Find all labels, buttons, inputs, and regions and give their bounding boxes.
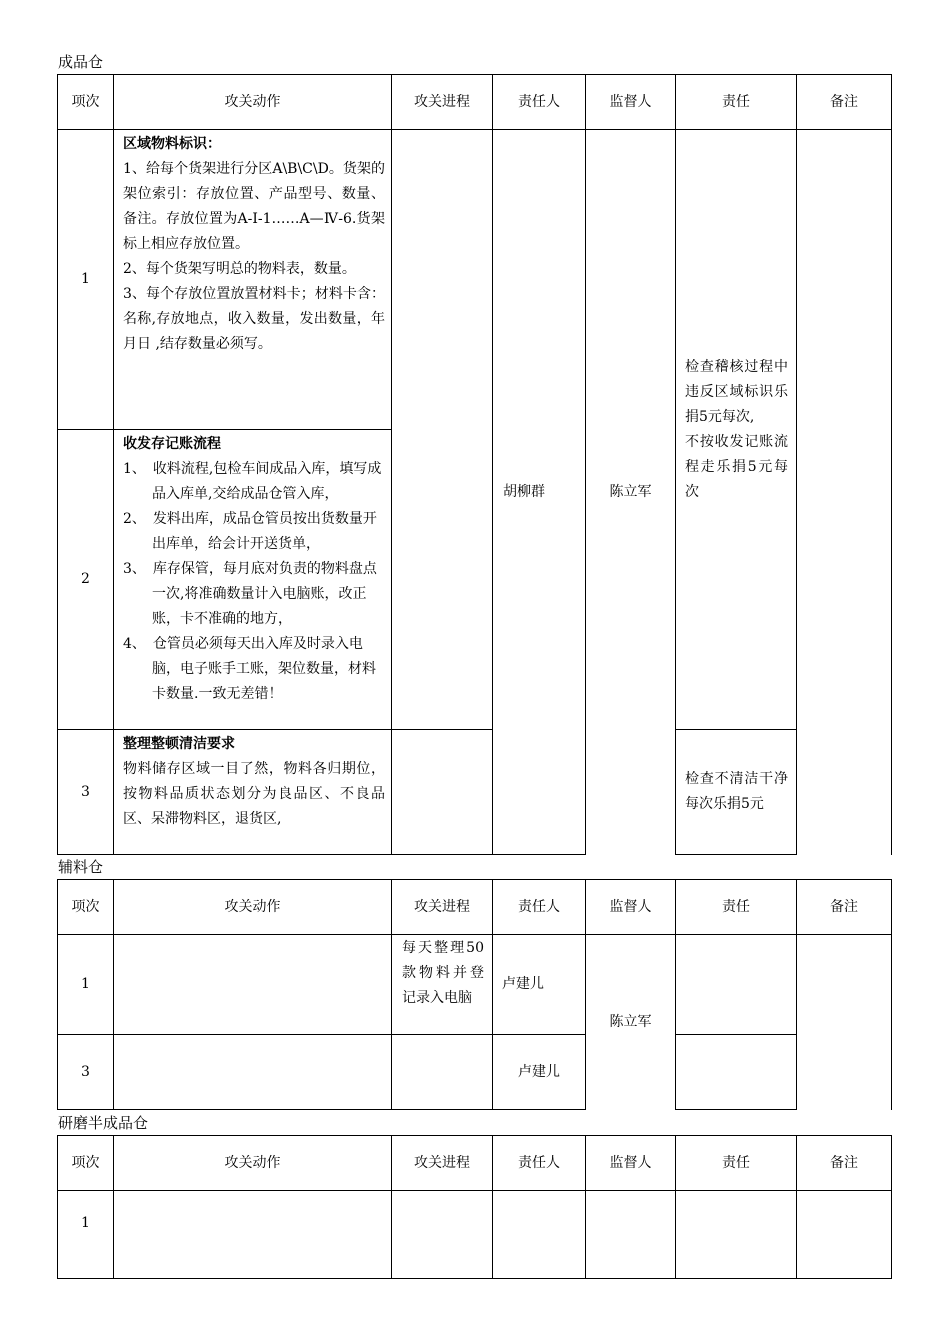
header-action: 攻关动作	[114, 880, 392, 935]
header-row	[58, 1136, 892, 1191]
action-title: 整理整顿清洁要求	[123, 736, 235, 752]
action-cell	[114, 130, 392, 430]
header-owner: 责任人	[493, 880, 586, 935]
progress-cell	[392, 1035, 493, 1110]
action-line: 物料储存区域一目了然，物料各归期位，按物料品质状态划分为良品区、不良品区、呆滞物料区，退货区,	[123, 761, 385, 827]
header-owner: 责任人	[493, 1136, 586, 1191]
progress-cell	[392, 1191, 493, 1279]
owner-cell: 卢建儿	[493, 1035, 586, 1110]
header-progress: 攻关进程	[392, 75, 493, 130]
action-cell	[114, 1035, 392, 1110]
header-item-no: 项次	[58, 75, 114, 130]
action-cell	[114, 1191, 392, 1279]
section-title-grinding-semi-finished: 研磨半成品仓	[58, 1114, 149, 1132]
header-responsibility: 责任	[676, 880, 797, 935]
action-line: 4、 仓管员必须每天出入库及时录入电脑，电子账手工账，架位数量，材料卡数量.一致无差错！	[123, 636, 376, 702]
item-no: 1	[58, 130, 114, 430]
header-action: 攻关动作	[114, 1136, 392, 1191]
responsibility-cell	[676, 1035, 797, 1110]
header-action: 攻关动作	[114, 75, 392, 130]
progress-cell: 每天整理50款物料并登记录入电脑	[392, 935, 493, 1035]
header-row	[58, 880, 892, 935]
item-no: 3	[58, 730, 114, 855]
action-line: 1、 收料流程,包检车间成品入库，填写成品入库单,交给成品仓管入库，	[123, 461, 382, 502]
owner-cell: 卢建儿	[493, 935, 586, 1035]
header-supervisor: 监督人	[586, 75, 676, 130]
remarks-cell	[797, 1191, 892, 1279]
header-owner: 责任人	[493, 75, 586, 130]
owner-cell: 胡柳群	[493, 130, 586, 855]
section-title-finished-goods: 成品仓	[58, 53, 104, 71]
item-no: 2	[58, 430, 114, 730]
finished-goods-table	[57, 74, 892, 855]
action-cell	[114, 730, 392, 855]
item-no: 3	[58, 1035, 114, 1110]
header-item-no: 项次	[58, 880, 114, 935]
remarks-cell	[797, 130, 892, 855]
header-responsibility: 责任	[676, 75, 797, 130]
table-row	[58, 935, 892, 1035]
responsibility-line: 检查稽核过程中违反区域标识乐捐5元每次,	[685, 358, 788, 425]
responsibility-cell	[676, 1191, 797, 1279]
action-title: 区域物料标识：	[123, 136, 221, 152]
responsibility-cell	[676, 130, 797, 730]
auxiliary-table	[57, 879, 892, 1110]
item-no: 1	[58, 935, 114, 1035]
remarks-cell	[797, 935, 892, 1110]
progress-cell	[392, 130, 493, 730]
header-row	[58, 75, 892, 130]
header-remarks: 备注	[797, 75, 892, 130]
section-title-auxiliary: 辅料仓	[58, 858, 104, 876]
action-line: 3、 库存保管，每月底对负责的物料盘点一次,将准确数量计入电脑账，改正账，卡不准确的地方，	[123, 561, 377, 627]
header-remarks: 备注	[797, 880, 892, 935]
action-title: 收发存记账流程	[123, 436, 221, 452]
item-no: 1	[58, 1191, 114, 1279]
header-item-no: 项次	[58, 1136, 114, 1191]
action-line: 1、给每个货架进行分区A\B\C\D。货架的架位索引：存放位置、产品型号、数量、备注。存放位置为A-I-1……A—Ⅳ-6.货架标上相应存放位置。	[123, 161, 385, 252]
header-progress: 攻关进程	[392, 880, 493, 935]
table-row	[58, 1191, 892, 1279]
grinding-semi-finished-table	[57, 1135, 892, 1279]
table-row	[58, 1035, 892, 1110]
action-line: 3、每个存放位置放置材料卡；材料卡含：名称,存放地点，收入数量，发出数量，年月日 ,结存数量必须写。	[123, 286, 385, 352]
responsibility-cell	[676, 935, 797, 1035]
responsibility-cell: 检查不清洁干净每次乐捐5元	[676, 730, 797, 855]
supervisor-cell	[586, 1191, 676, 1279]
header-responsibility: 责任	[676, 1136, 797, 1191]
action-line: 2、每个货架写明总的物料表，数量。	[123, 261, 356, 277]
action-cell	[114, 430, 392, 730]
header-remarks: 备注	[797, 1136, 892, 1191]
header-progress: 攻关进程	[392, 1136, 493, 1191]
supervisor-cell: 陈立军	[586, 935, 676, 1110]
action-line: 2、 发料出库，成品仓管员按出货数量开出库单，给会计开送货单，	[123, 511, 377, 552]
responsibility-line: 不按收发记账流程走乐捐5元每次	[685, 433, 788, 500]
header-supervisor: 监督人	[586, 1136, 676, 1191]
owner-cell	[493, 1191, 586, 1279]
table-row	[58, 730, 892, 855]
progress-cell	[392, 730, 493, 855]
action-cell	[114, 935, 392, 1035]
table-row	[58, 130, 892, 430]
header-supervisor: 监督人	[586, 880, 676, 935]
supervisor-cell: 陈立军	[586, 130, 676, 855]
